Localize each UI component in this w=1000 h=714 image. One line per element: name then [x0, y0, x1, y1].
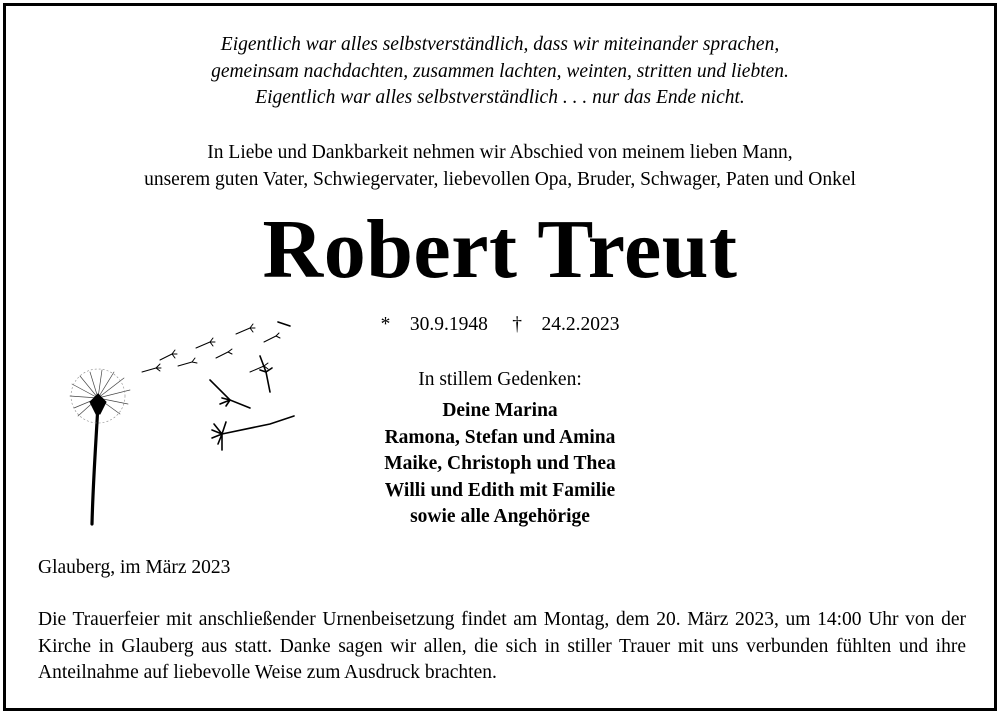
family-member: Ramona, Stefan und Amina — [384, 426, 616, 448]
intro-line: unserem guten Vater, Schwiegervater, liebevollen Opa, Bruder, Schwager, Paten und Onkel — [144, 168, 856, 190]
funeral-notice: Die Trauerfeier mit anschließender Urnenbeisetzung findet am Montag, dem 20. März 2023, um 14:00 Uhr von der Kirche in Glauberg aus statt. Danke sagen wir allen, die sich in stiller Trauer mit uns verbunden fühlten und ihre Anteilnahme auf liebevolle Weise zum Ausdruck brachten. — [38, 609, 966, 683]
place-date: Glauberg, im März 2023 — [38, 557, 231, 578]
quote-line: gemeinsam nachdachten, zusammen lachten, weinten, stritten und liebten. — [211, 60, 789, 82]
family-member: Willi und Edith mit Familie — [384, 479, 616, 501]
family-member: Deine Marina — [442, 400, 558, 421]
quote-line: Eigentlich war alles selbstverständlich, dass wir miteinander sprachen, — [220, 34, 780, 55]
quote-block — [0, 32, 1000, 112]
death-date: 24.2.2023 — [541, 314, 620, 335]
deceased-name: Robert Treut — [262, 203, 738, 296]
intro-line: In Liebe und Dankbarkeit nehmen wir Abschied von meinem lieben Mann, — [207, 142, 793, 163]
quote-line: Eigentlich war alles selbstverständlich . . . nur das Ende nicht. — [255, 87, 745, 108]
family-member: Maike, Christoph und Thea — [384, 453, 616, 474]
family-member: sowie alle Angehörige — [410, 506, 590, 527]
family-list — [0, 398, 1000, 531]
death-symbol: † — [512, 314, 522, 335]
intro-text — [0, 140, 1000, 193]
remembrance-heading: In stillem Gedenken: — [418, 369, 582, 390]
birth-symbol: * — [380, 314, 391, 335]
birth-date: 30.9.1948 — [409, 314, 488, 335]
